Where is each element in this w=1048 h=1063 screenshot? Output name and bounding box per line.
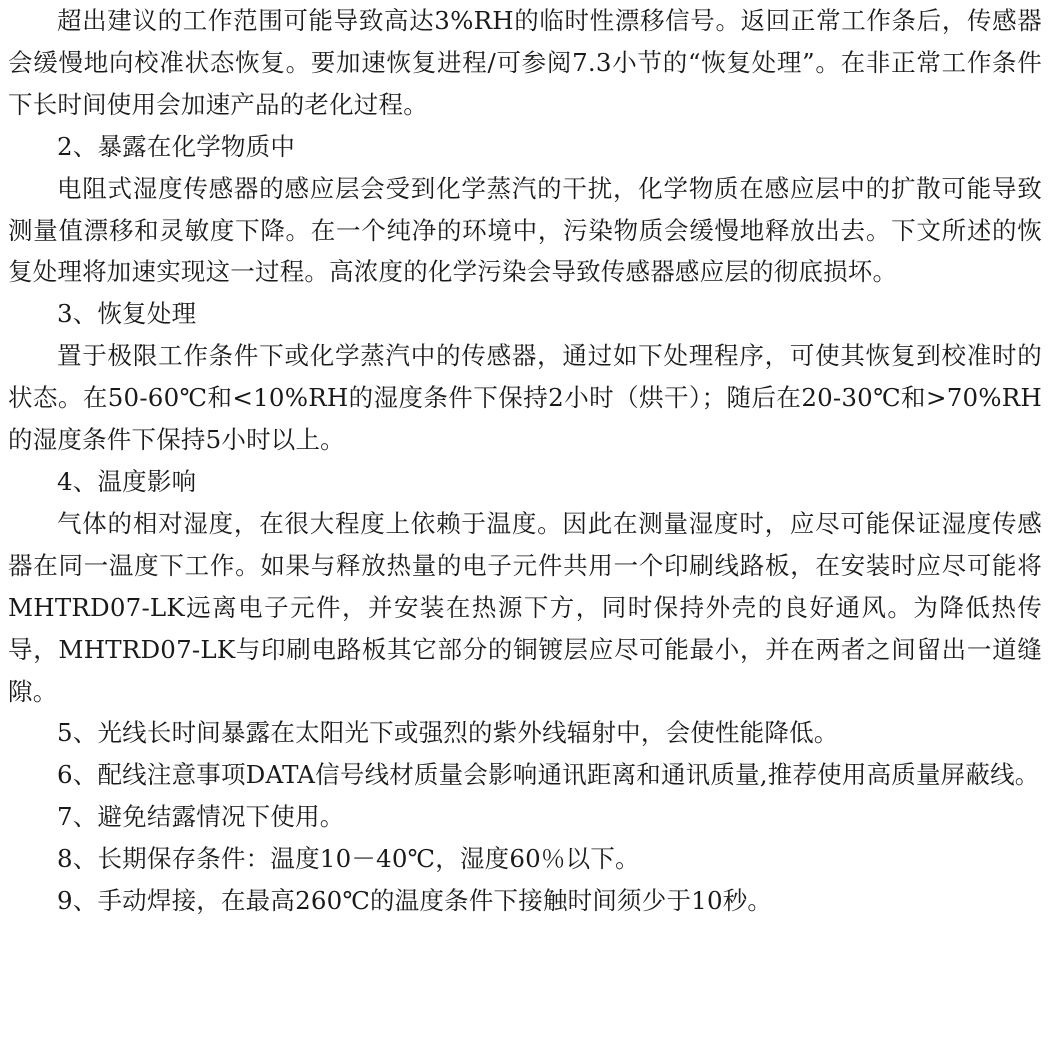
section-heading-temperature: 4、温度影响 [57,466,197,496]
paragraph-temperature: 气体的相对湿度，在很大程度上依赖于温度。因此在测量湿度时，应尽可能保证湿度传感器在同一温度下工作。如果与释放热量的电子元件共用一个印刷线路板，在安装时应尽可能将MHTRD07-LK远离电子元件，并安装在热源下方，同时保持外壳的良好通风。为降低热传导，MHTRD07-LK与印刷电路板其它部分的铜镀层应尽可能最小，并在两者之间留出一道缝隙。 [8,508,1042,706]
list-item-wiring: 6、配线注意事项DATA信号线材质量会影响通讯距离和通讯质量,推荐使用高质量屏蔽线。 [57,760,1040,790]
paragraph-chemical-exposure: 电阻式湿度传感器的感应层会受到化学蒸汽的干扰，化学物质在感应层中的扩散可能导致测量值漂移和灵敏度下降。在一个纯净的环境中，污染物质会缓慢地释放出去。下文所述的恢复处理将加速实现这一过程。高浓度的化学污染会导致传感器感应层的彻底损坏。 [8,173,1042,287]
paragraph-recovery: 置于极限工作条件下或化学蒸汽中的传感器，通过如下处理程序，可使其恢复到校准时的状态。在50-60℃和<10%RH的湿度条件下保持2小时（烘干）；随后在20-30℃和>70%RH的湿度条件下保持5小时以上。 [8,341,1042,455]
list-item-light-exposure: 5、光线长时间暴露在太阳光下或强烈的紫外线辐射中，会使性能降低。 [57,718,839,748]
section-heading-recovery: 3、恢复处理 [57,299,197,329]
list-item-condensation: 7、避免结露情况下使用。 [57,802,345,832]
section-heading-chemical-exposure: 2、暴露在化学物质中 [57,131,296,161]
list-item-storage: 8、长期保存条件：温度10－40℃，湿度60％以下。 [57,844,640,874]
list-item-soldering: 9、手动焊接，在最高260℃的温度条件下接触时间须少于10秒。 [57,886,773,916]
document-page [8,0,1042,922]
paragraph-drift-recovery: 超出建议的工作范围可能导致高达3%RH的临时性漂移信号。返回正常工作条后，传感器会缓慢地向校准状态恢复。要加速恢复进程/可参阅7.3小节的“恢复处理”。在非正常工作条件下长时间使用会加速产品的老化过程。 [8,6,1042,119]
